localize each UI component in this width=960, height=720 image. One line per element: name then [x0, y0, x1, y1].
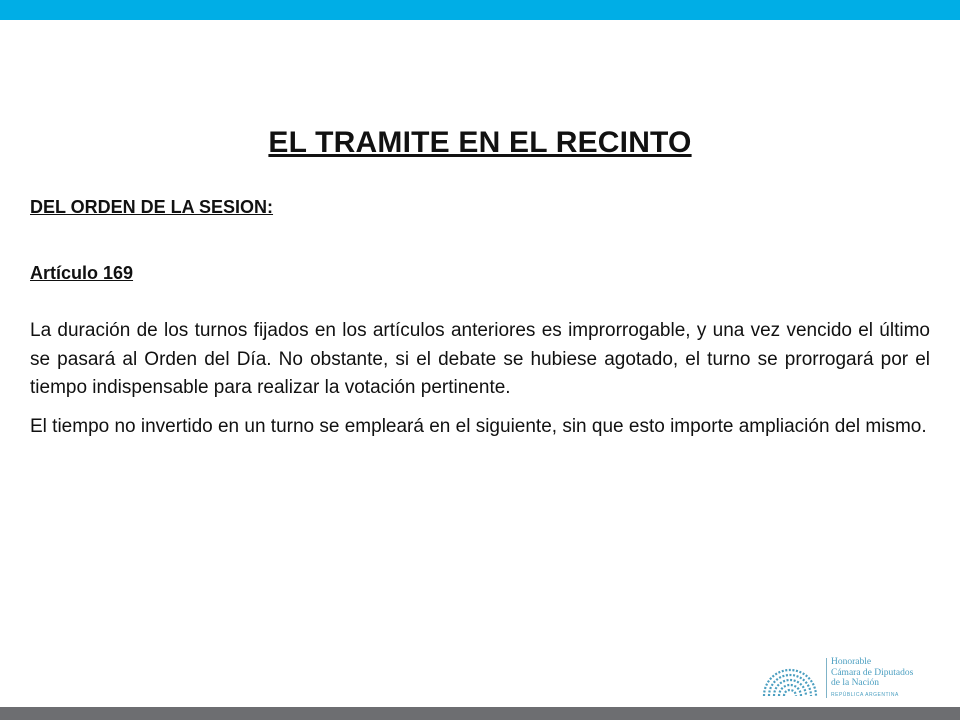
logo-line-1: Honorable: [831, 657, 872, 667]
bottom-accent-bar: [0, 707, 960, 720]
slide-title: EL TRAMITE EN EL RECINTO: [268, 126, 692, 159]
logo-line-2: Cámara de Diputados: [831, 667, 914, 678]
logo-divider: [826, 658, 827, 698]
paragraph-2: El tiempo no invertido en un turno se empleará en el siguiente, sin que esto importe ampliación del mismo.: [30, 415, 927, 437]
article-heading: Artículo 169: [30, 263, 134, 283]
logo-text: [831, 657, 931, 700]
section-heading: DEL ORDEN DE LA SESION:: [30, 197, 274, 217]
chamber-logo: [760, 654, 930, 700]
hemicycle-emblem-icon: [760, 654, 820, 700]
top-accent-bar: [0, 0, 960, 20]
paragraph-1: La duración de los turnos fijados en los artículos anteriores es improrrogable, y una vez vencido el último se pasará al Orden del Día. No obstante, si el debate se hubiese agotado, el turno se prorrogará por el tiempo indispensable para realizar la votación pertinente.: [30, 320, 930, 398]
logo-line-3: de la Nación: [831, 678, 880, 688]
slide-content: [30, 193, 930, 441]
logo-line-4: REPÚBLICA ARGENTINA: [831, 691, 899, 698]
